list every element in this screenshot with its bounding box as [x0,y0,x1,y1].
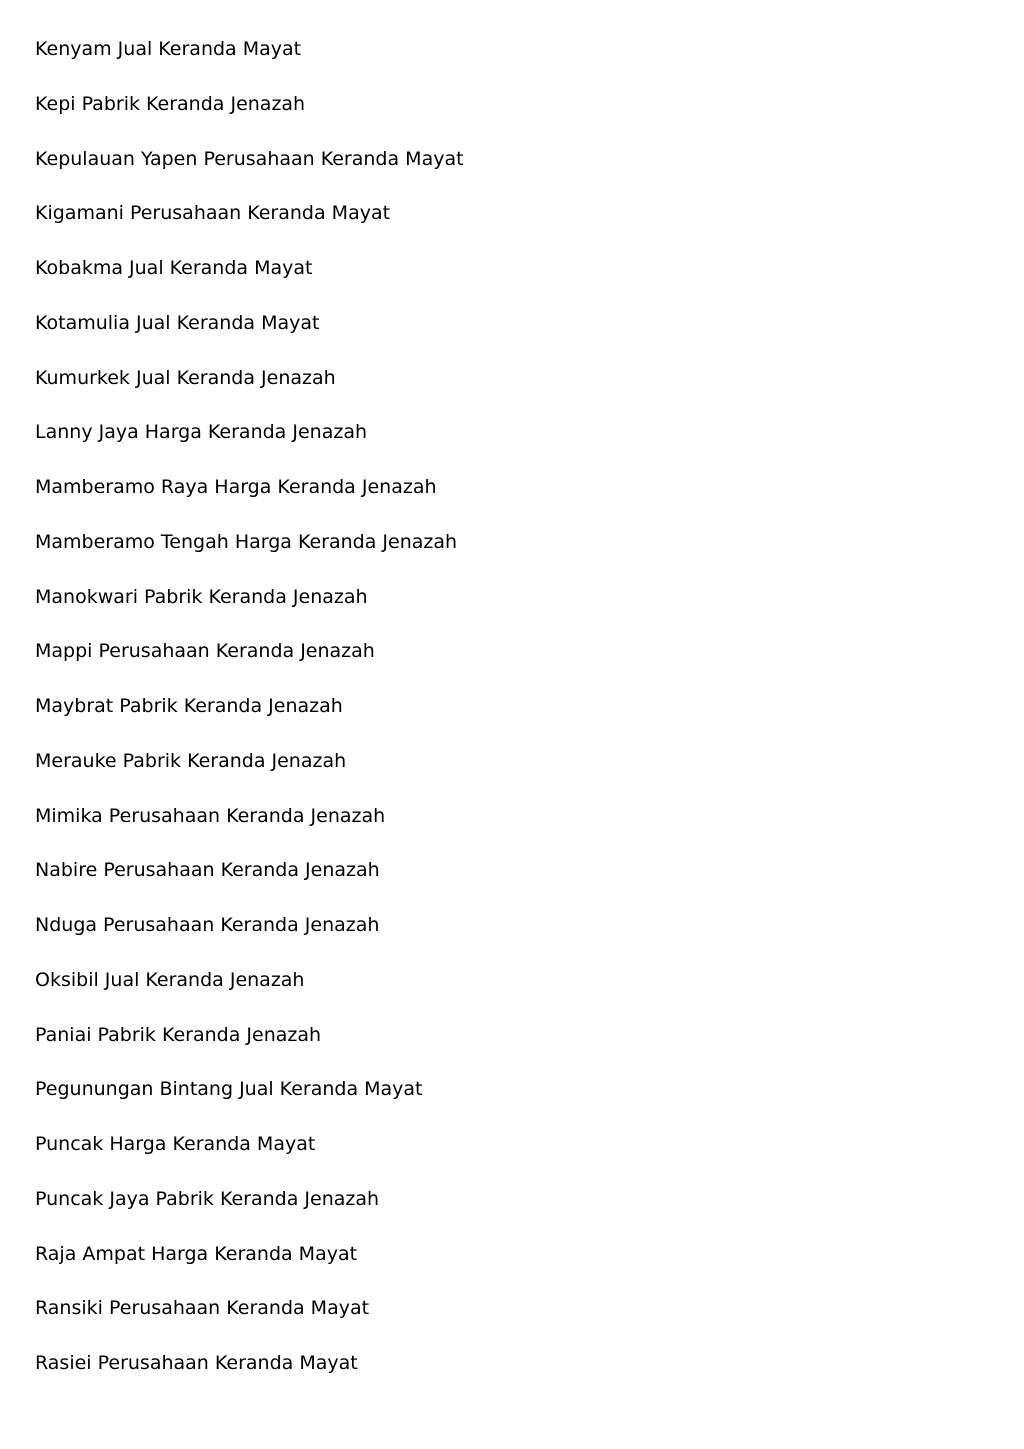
text-line: Kepi Pabrik Keranda Jenazah [35,92,306,115]
document-body [35,34,975,1403]
text-line: Kigamani Perusahaan Keranda Mayat [35,202,391,225]
text-line: Ransiki Perusahaan Keranda Mayat [35,1297,370,1320]
text-line: Nduga Perusahaan Keranda Jenazah [35,914,380,936]
text-line: Mamberamo Tengah Harga Keranda Jenazah [35,530,458,553]
text-line: Maybrat Pabrik Keranda Jenazah [35,695,343,717]
text-line: Raja Ampat Harga Keranda Mayat [35,1242,358,1265]
text-line: Puncak Harga Keranda Mayat [35,1133,316,1155]
text-line: Kumurkek Jual Keranda Jenazah [35,366,336,389]
text-line: Kobakma Jual Keranda Mayat [35,257,313,279]
text-line: Oksibil Jual Keranda Jenazah [35,968,305,991]
text-line: Rasiei Perusahaan Keranda Mayat [35,1352,358,1374]
text-line: Mimika Perusahaan Keranda Jenazah [35,804,386,827]
text-line: Kepulauan Yapen Perusahaan Keranda Mayat [35,147,464,170]
text-line: Lanny Jaya Harga Keranda Jenazah [35,421,367,444]
text-line: Mappi Perusahaan Keranda Jenazah [35,640,375,663]
text-line: Pegunungan Bintang Jual Keranda Mayat [35,1078,423,1101]
text-line: Manokwari Pabrik Keranda Jenazah [35,585,368,608]
text-line: Nabire Perusahaan Keranda Jenazah [35,859,380,882]
text-line: Kotamulia Jual Keranda Mayat [35,311,320,334]
text-line: Kenyam Jual Keranda Mayat [35,38,302,60]
text-line: Paniai Pabrik Keranda Jenazah [35,1023,322,1046]
text-line: Merauke Pabrik Keranda Jenazah [35,749,347,772]
text-line: Mamberamo Raya Harga Keranda Jenazah [35,476,437,498]
text-line: Puncak Jaya Pabrik Keranda Jenazah [35,1187,380,1210]
